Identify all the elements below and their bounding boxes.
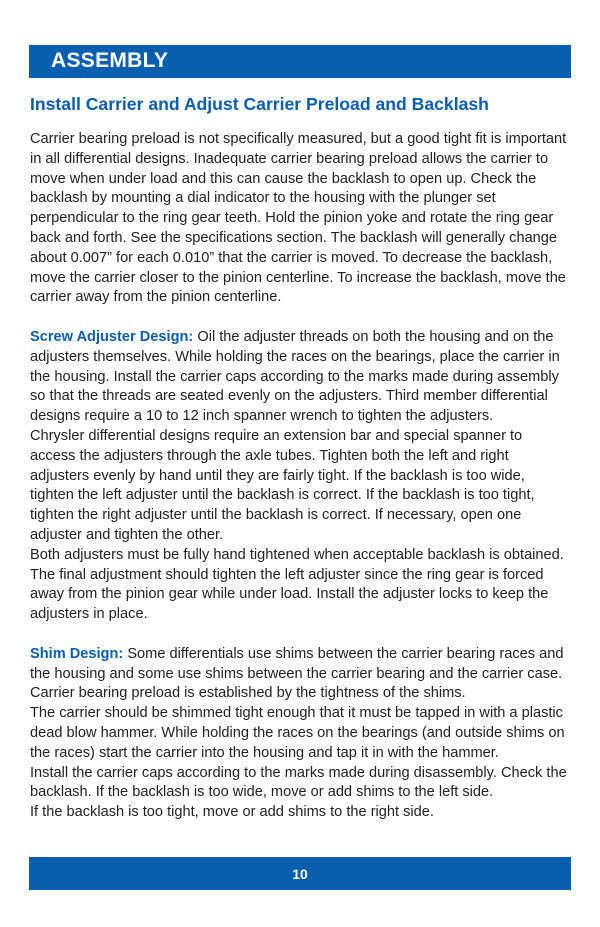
screw-adjuster-text-1: Oil the adjuster threads on both the housing and on the adjusters themselves. While holding the races on the bearings, place the carrier in the housing. Install the carrier caps according to the marks made during assembly so that the threads are seated evenly on the adjusters. Third member differential designs require a 10 to 12 inch spanner wrench to tighten the adjusters. <box>30 328 560 425</box>
shim-paragraph-3: Install the carrier caps according to the marks made during disassembly. Check the backlash. If the backlash is too wide, move or add shims to the left side. <box>30 764 567 801</box>
screw-adjuster-paragraph-1 <box>30 328 570 427</box>
shim-paragraph-4: If the backlash is too tight, move or add shims to the right side. <box>30 804 434 821</box>
paragraph-gap <box>30 308 570 328</box>
body-content <box>30 130 570 823</box>
shim-paragraph-1 <box>30 645 570 704</box>
section-label: ASSEMBLY <box>51 49 169 72</box>
paragraph-gap <box>30 625 570 645</box>
screw-adjuster-paragraph-3: Both adjusters must be fully hand tightened when acceptable backlash is obtained. The final adjustment should tighten the left adjuster since the ring gear is forced away from the pinion gear while under load. Install the adjuster locks to keep the adjusters in place. <box>30 546 564 623</box>
shim-heading: Shim Design: <box>30 645 124 662</box>
section-header-bar <box>29 45 571 78</box>
shim-text-1: Some differentials use shims between the carrier bearing races and the housing and some use shims between the carrier bearing and the carrier case. Carrier bearing preload is established by the tightness of the shims. <box>30 645 564 702</box>
intro-paragraph: Carrier bearing preload is not specifically measured, but a good tight fit is important in all differential designs. Inadequate carrier bearing preload allows the carrier to move when under load and this can cause the backlash to open up. Check the backlash by mounting a dial indicator to the housing with the plunger set perpendicular to the ring gear teeth. Hold the pinion yoke and rotate the ring gear back and forth. See the specifications section. The backlash will generally change about 0.007” for each 0.010” that the carrier is moved. To decrease the backlash, move the carrier closer to the pinion centerline. To increase the backlash, move the carrier away from the pinion centerline. <box>30 131 567 306</box>
page-number: 10 <box>292 865 308 882</box>
shim-paragraph-2: The carrier should be shimmed tight enough that it must be tapped in with a plastic dead blow hammer. While holding the races on the bearings (and outside shims on the races) start the carrier into the housing and tap it in with the hammer. <box>30 705 565 761</box>
screw-adjuster-paragraph-2: Chrysler differential designs require an extension bar and special spanner to access the adjusters through the axle tubes. Tighten both the left and right adjusters evenly by hand until they are fairly tight. If the backlash is too wide, tighten the left adjuster until the backlash is correct. If the backlash is too tight, tighten the right adjuster until the backlash is correct. If necessary, open one adjuster and tighten the other. <box>30 427 535 543</box>
page-title: Install Carrier and Adjust Carrier Preload and Backlash <box>30 94 489 114</box>
footer-bar <box>29 857 571 890</box>
screw-adjuster-heading: Screw Adjuster Design: <box>30 328 194 345</box>
